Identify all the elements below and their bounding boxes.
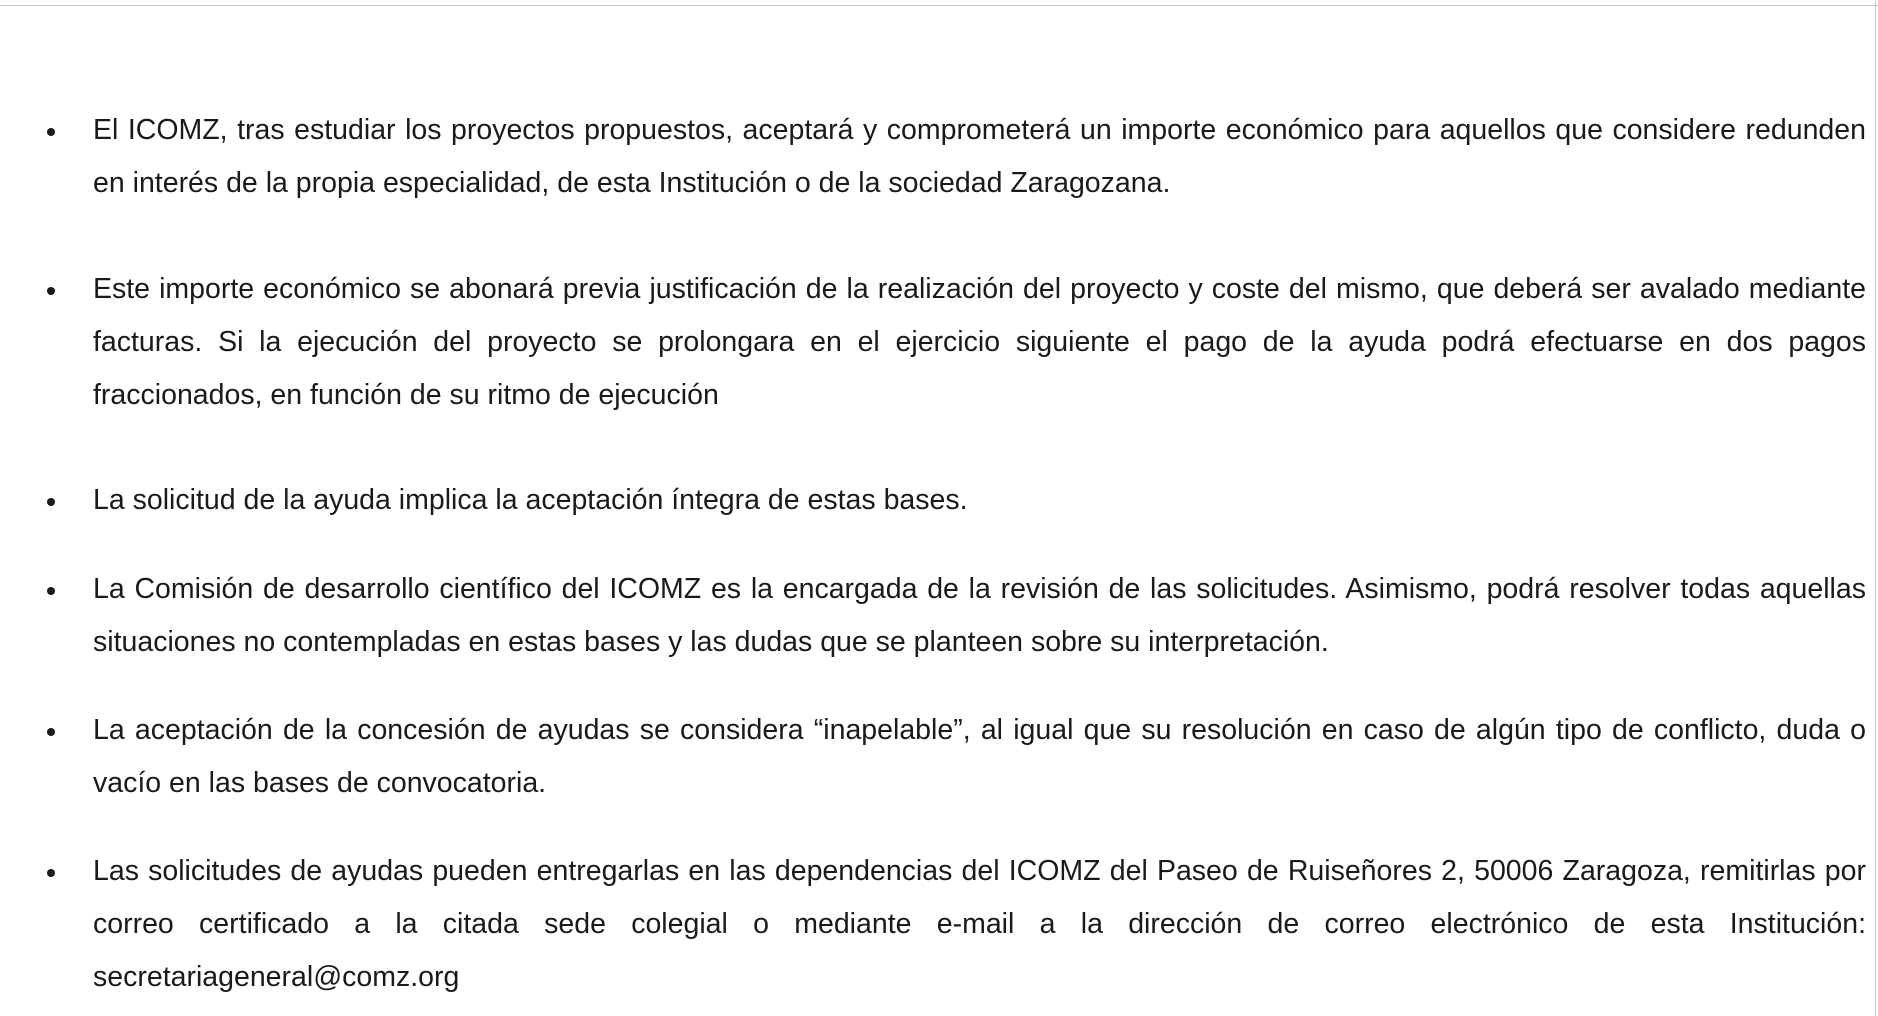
bullet-icon	[47, 869, 55, 877]
bullet-icon	[47, 728, 55, 736]
list-item-text: El ICOMZ, tras estudiar los proyectos propuestos, aceptará y comprometerá un importe económico para aquellos que considere redunden en interés de la propia especialidad, de esta Institución o de la sociedad Zaragozana.	[93, 114, 1866, 199]
list-item-text: La aceptación de la concesión de ayudas se considera “inapelable”, al igual que su resolución en caso de algún tipo de conflicto, duda o vacío en las bases de convocatoria.	[93, 714, 1866, 799]
bullet-icon	[47, 587, 55, 595]
bullet-icon	[47, 128, 55, 136]
list-item-text: Las solicitudes de ayudas pueden entregarlas en las dependencias del ICOMZ del Paseo de Ruiseñores 2, 50006 Zaragoza, remitirlas por correo certificado a la citada sede colegial o mediante e-mail a la dirección de correo electrónico de esta Institución: secretariageneral@comz.org	[93, 855, 1866, 993]
page-top-border	[0, 5, 1878, 6]
list-item-text: Este importe económico se abonará previa justificación de la realización del proyecto y coste del mismo, que deberá ser avalado mediante facturas. Si la ejecución del proyecto se prolongara en el ejercicio siguiente el pago de la ayuda podrá efectuarse en dos pagos fraccionados, en función de su ritmo de ejecución	[93, 273, 1866, 411]
page-right-border	[1875, 0, 1876, 1016]
bullet-icon	[47, 287, 55, 295]
list-item-text: La solicitud de la ayuda implica la aceptación íntegra de estas bases.	[93, 484, 968, 516]
list-item-text: La Comisión de desarrollo científico del ICOMZ es la encargada de la revisión de las solicitudes. Asimismo, podrá resolver todas aquellas situaciones no contempladas en estas bases y las dudas que se planteen sobre su interpretación.	[93, 573, 1866, 658]
bullet-icon	[47, 498, 55, 506]
